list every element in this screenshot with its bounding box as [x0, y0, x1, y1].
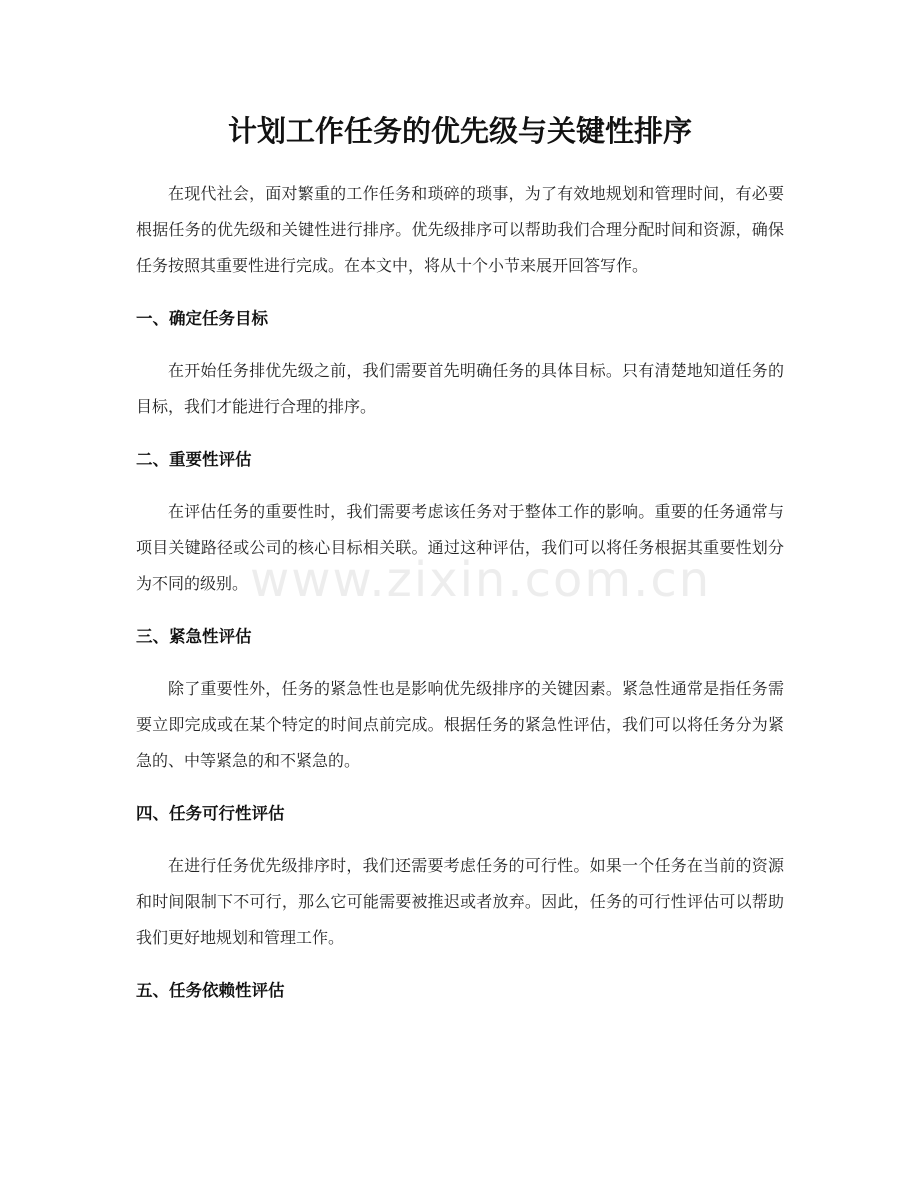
- intro-paragraph: 在现代社会，面对繁重的工作任务和琐碎的琐事，为了有效地规划和管理时间，有必要根据任务的优先级和关键性进行排序。优先级排序可以帮助我们合理分配时间和资源，确保任务按照其重要性进行完成。在本文中，将从十个小节来展开回答写作。: [136, 184, 784, 275]
- section-body-3: 除了重要性外，任务的紧急性也是影响优先级排序的关键因素。紧急性通常是指任务需要立即完成或在某个特定的时间点前完成。根据任务的紧急性评估，我们可以将任务分为紧急的、中等紧急的和不紧急的。: [136, 679, 784, 770]
- section-heading-2: 二、重要性评估: [136, 450, 252, 469]
- section-heading-4: 四、任务可行性评估: [136, 804, 285, 823]
- section-heading-5: 五、任务依赖性评估: [136, 981, 285, 1000]
- section-body-2: 在评估任务的重要性时，我们需要考虑该任务对于整体工作的影响。重要的任务通常与项目关键路径或公司的核心目标相关联。通过这种评估，我们可以将任务根据其重要性划分为不同的级别。: [136, 502, 784, 593]
- section-heading-3: 三、紧急性评估: [136, 627, 252, 646]
- section-body-1: 在开始任务排优先级之前，我们需要首先明确任务的具体目标。只有清楚地知道任务的目标，我们才能进行合理的排序。: [136, 361, 784, 416]
- watermark: www.zixin.com.cn: [250, 552, 712, 608]
- page-title: 计划工作任务的优先级与关键性排序: [227, 114, 692, 148]
- section-heading-1: 一、确定任务目标: [136, 309, 268, 328]
- document-body: [136, 176, 784, 1009]
- section-body-4: 在进行任务优先级排序时，我们还需要考虑任务的可行性。如果一个任务在当前的资源和时间限制下不可行，那么它可能需要被推迟或者放弃。因此，任务的可行性评估可以帮助我们更好地规划和管理工作。: [136, 856, 784, 947]
